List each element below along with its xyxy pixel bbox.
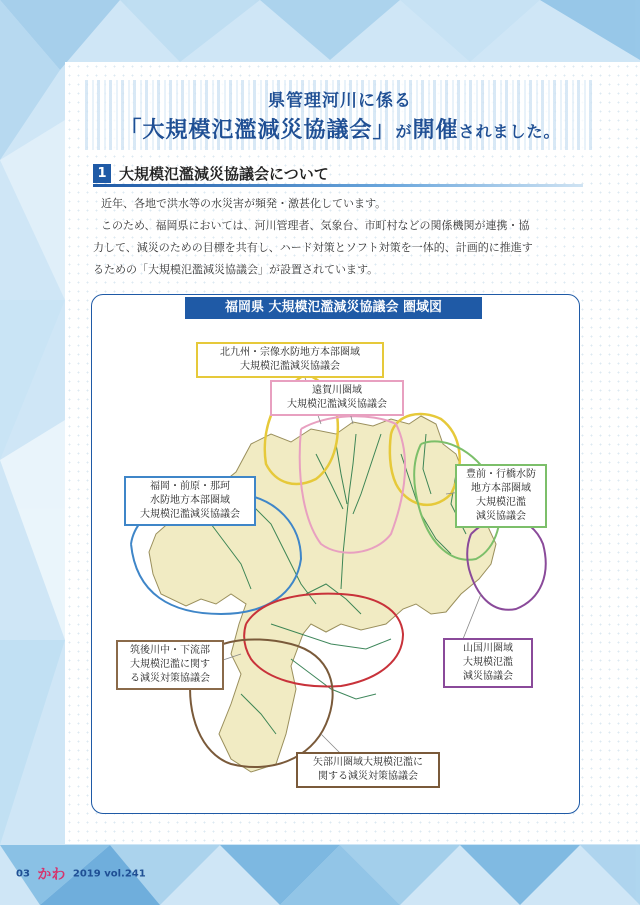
label-yabe-line: 矢部川圏域大規模氾濫に (313, 757, 423, 768)
title-main: 「大規模氾濫減災協議会」 (119, 118, 396, 143)
paragraph-line-1: 近年、各地で洪水等の水災害が頻発・激甚化しています。 (101, 197, 387, 210)
label-onga (270, 380, 404, 416)
label-fukuoka-line: 水防地方本部圏域 (150, 495, 230, 506)
label-buzen-line: 減災協議会 (476, 511, 526, 522)
section-underline (93, 184, 583, 187)
label-chikugo-line: 大規模氾濫に関す (130, 659, 210, 670)
paragraph-line-4: るための「大規模氾濫減災協議会」が設置されています。 (93, 263, 379, 276)
magazine-logo: かわ (37, 867, 66, 883)
section-number: 1 (93, 164, 111, 183)
label-onga-line: 遠賀川圏域 (312, 385, 362, 396)
paragraph-line-2: このため、福岡県においては、河川管理者、気象台、市町村などの関係機関が連携・協 (101, 219, 530, 232)
section-title: 大規模氾濫減災協議会について (119, 165, 329, 183)
label-chikugo (116, 640, 224, 690)
label-yamakuni-line: 減災協議会 (463, 671, 513, 682)
page-title (85, 80, 595, 150)
paragraph-line-3: 力して、減災のための目標を共有し、ハード対策とソフト対策を一体的、計画的に推進す (93, 241, 533, 254)
page-footer (16, 864, 146, 884)
label-yamakuni-line: 山国川圏域 (463, 643, 513, 654)
page-number: 03 (16, 868, 30, 880)
title-line-1: 県管理河川に係る (268, 91, 412, 111)
label-buzen-line: 豊前・行橋水防 (466, 469, 536, 480)
issue-volume: vol.241 (104, 868, 146, 880)
title-suffix-kaisai: 開催 (412, 118, 459, 143)
issue-year: 2019 (72, 868, 101, 880)
label-kitakyushu-line: 北九州・宗像水防地方本部圏域 (220, 347, 360, 358)
label-kitakyushu-line: 大規模氾濫減災協議会 (240, 361, 340, 372)
title-suffix-ga: が (395, 122, 413, 141)
map-title: 福岡県 大規模氾濫減災協議会 圏域図 (185, 297, 482, 319)
label-chikugo-line: る減災対策協議会 (130, 673, 210, 684)
label-buzen (455, 464, 547, 528)
label-fukuoka-line: 福岡・前原・那珂 (150, 481, 230, 492)
label-yabe (296, 752, 440, 788)
title-line-2 (85, 113, 595, 144)
label-yamakuni-line: 大規模氾濫 (463, 657, 513, 668)
section-heading (93, 163, 583, 185)
label-onga-line: 大規模氾濫減災協議会 (287, 399, 387, 410)
title-suffix-end: されました。 (458, 122, 561, 141)
label-yamakuni (443, 638, 533, 688)
label-chikugo-line: 筑後川中・下流部 (130, 645, 210, 656)
label-yabe-line: 関する減災対策協議会 (318, 771, 418, 782)
label-fukuoka-line: 大規模氾濫減災協議会 (140, 509, 240, 520)
label-buzen-line: 大規模氾濫 (476, 497, 526, 508)
label-buzen-line: 地方本部圏域 (471, 483, 531, 494)
label-kitakyushu (196, 342, 384, 378)
label-fukuoka (124, 476, 256, 526)
